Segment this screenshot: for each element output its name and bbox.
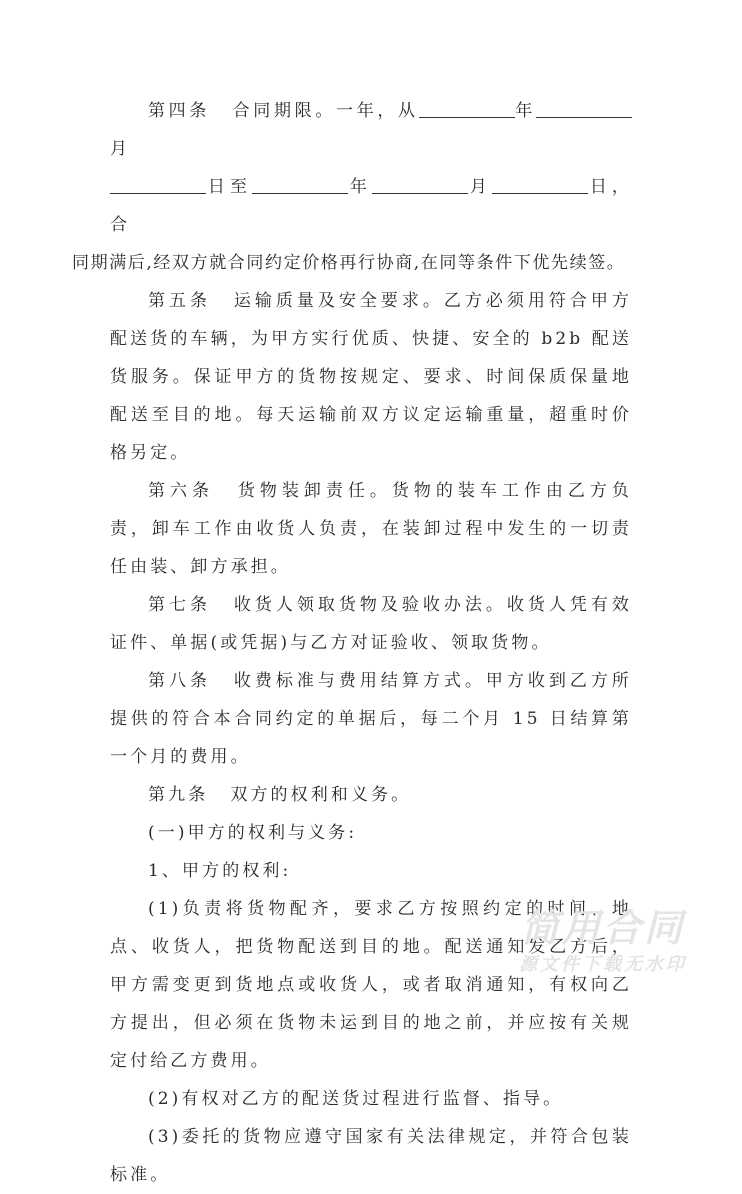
blank-field <box>492 173 588 194</box>
day-to-label: 日至 <box>206 177 252 197</box>
day-label: 日，合 <box>110 177 632 235</box>
article-5-heading: 第五条 <box>148 291 211 311</box>
article-6-heading: 第六条 <box>148 481 214 501</box>
article-9-text: 双方的权利和义务。 <box>230 785 412 805</box>
list-item: (1)负责将货物配齐，要求乙方按照约定的时间、地点、收货人，把货物配送到目的地。配送通知发乙方后，甲方需变更到货地点或收货人，或者取消通知，有权向乙方提出，但必须在货物未运到目的地之前，并应按有关规定付给乙方费用。 <box>110 899 632 1071</box>
article-7-heading: 第七条 <box>148 595 211 615</box>
list-item: (2)有权对乙方的配送货过程进行监督、指导。 <box>148 1089 564 1109</box>
article-7 <box>110 586 632 662</box>
article-6 <box>110 472 632 586</box>
blank-field <box>536 97 632 118</box>
article-5 <box>110 282 632 472</box>
month-label: 月 <box>110 139 131 159</box>
article-4-renewal-text: 同期满后,经双方就合同约定价格再行协商,在同等条件下优先续签。 <box>72 253 626 273</box>
blank-field <box>252 173 348 194</box>
subsection-1-heading: 1、甲方的权利: <box>148 861 292 881</box>
document-page <box>72 92 632 1194</box>
article-4-text: 合同期限。一年，从 <box>232 101 419 121</box>
blank-field <box>419 97 515 118</box>
article-4 <box>72 92 632 282</box>
article-7-text: 收货人领取货物及验收办法。收货人凭有效证件、单据(或凭据)与乙方对证验收、领取货物。 <box>110 595 632 653</box>
article-8-text: 收费标准与费用结算方式。甲方收到乙方所提供的符合本合同约定的单据后，每二个月 15 日结算第一个月的费用。 <box>110 671 632 767</box>
year-label: 年 <box>514 101 536 121</box>
section-1-heading: (一)甲方的权利与义务: <box>148 823 358 843</box>
article-6-text: 货物装卸责任。货物的装车工作由乙方负责，卸车工作由收货人负责，在装卸过程中发生的一切责任由装、卸方承担。 <box>110 481 632 577</box>
article-4-heading: 第四条 <box>148 101 211 121</box>
year-label: 年 <box>348 177 372 197</box>
blank-field <box>110 173 206 194</box>
watermark-subtext: 源文件下载无水印 <box>519 954 687 975</box>
article-5-text: 运输质量及安全要求。乙方必须用符合甲方配送货的车辆，为甲方实行优质、快捷、安全的 b2b 配送货服务。保证甲方的货物按规定、要求、时间保质保量地配送至目的地。每天运输前双方议定运输重量，超重时价格另定。 <box>110 291 632 463</box>
watermark-logo-text: 简用合同 <box>520 906 685 950</box>
blank-field <box>372 173 468 194</box>
article-9-heading: 第九条 <box>148 785 209 805</box>
month-label: 月 <box>467 177 492 197</box>
article-9 <box>110 776 632 814</box>
list-item: (3)委托的货物应遵守国家有关法律规定，并符合包装标准。 <box>110 1127 632 1185</box>
article-8 <box>110 662 632 776</box>
article-8-heading: 第八条 <box>148 671 211 691</box>
